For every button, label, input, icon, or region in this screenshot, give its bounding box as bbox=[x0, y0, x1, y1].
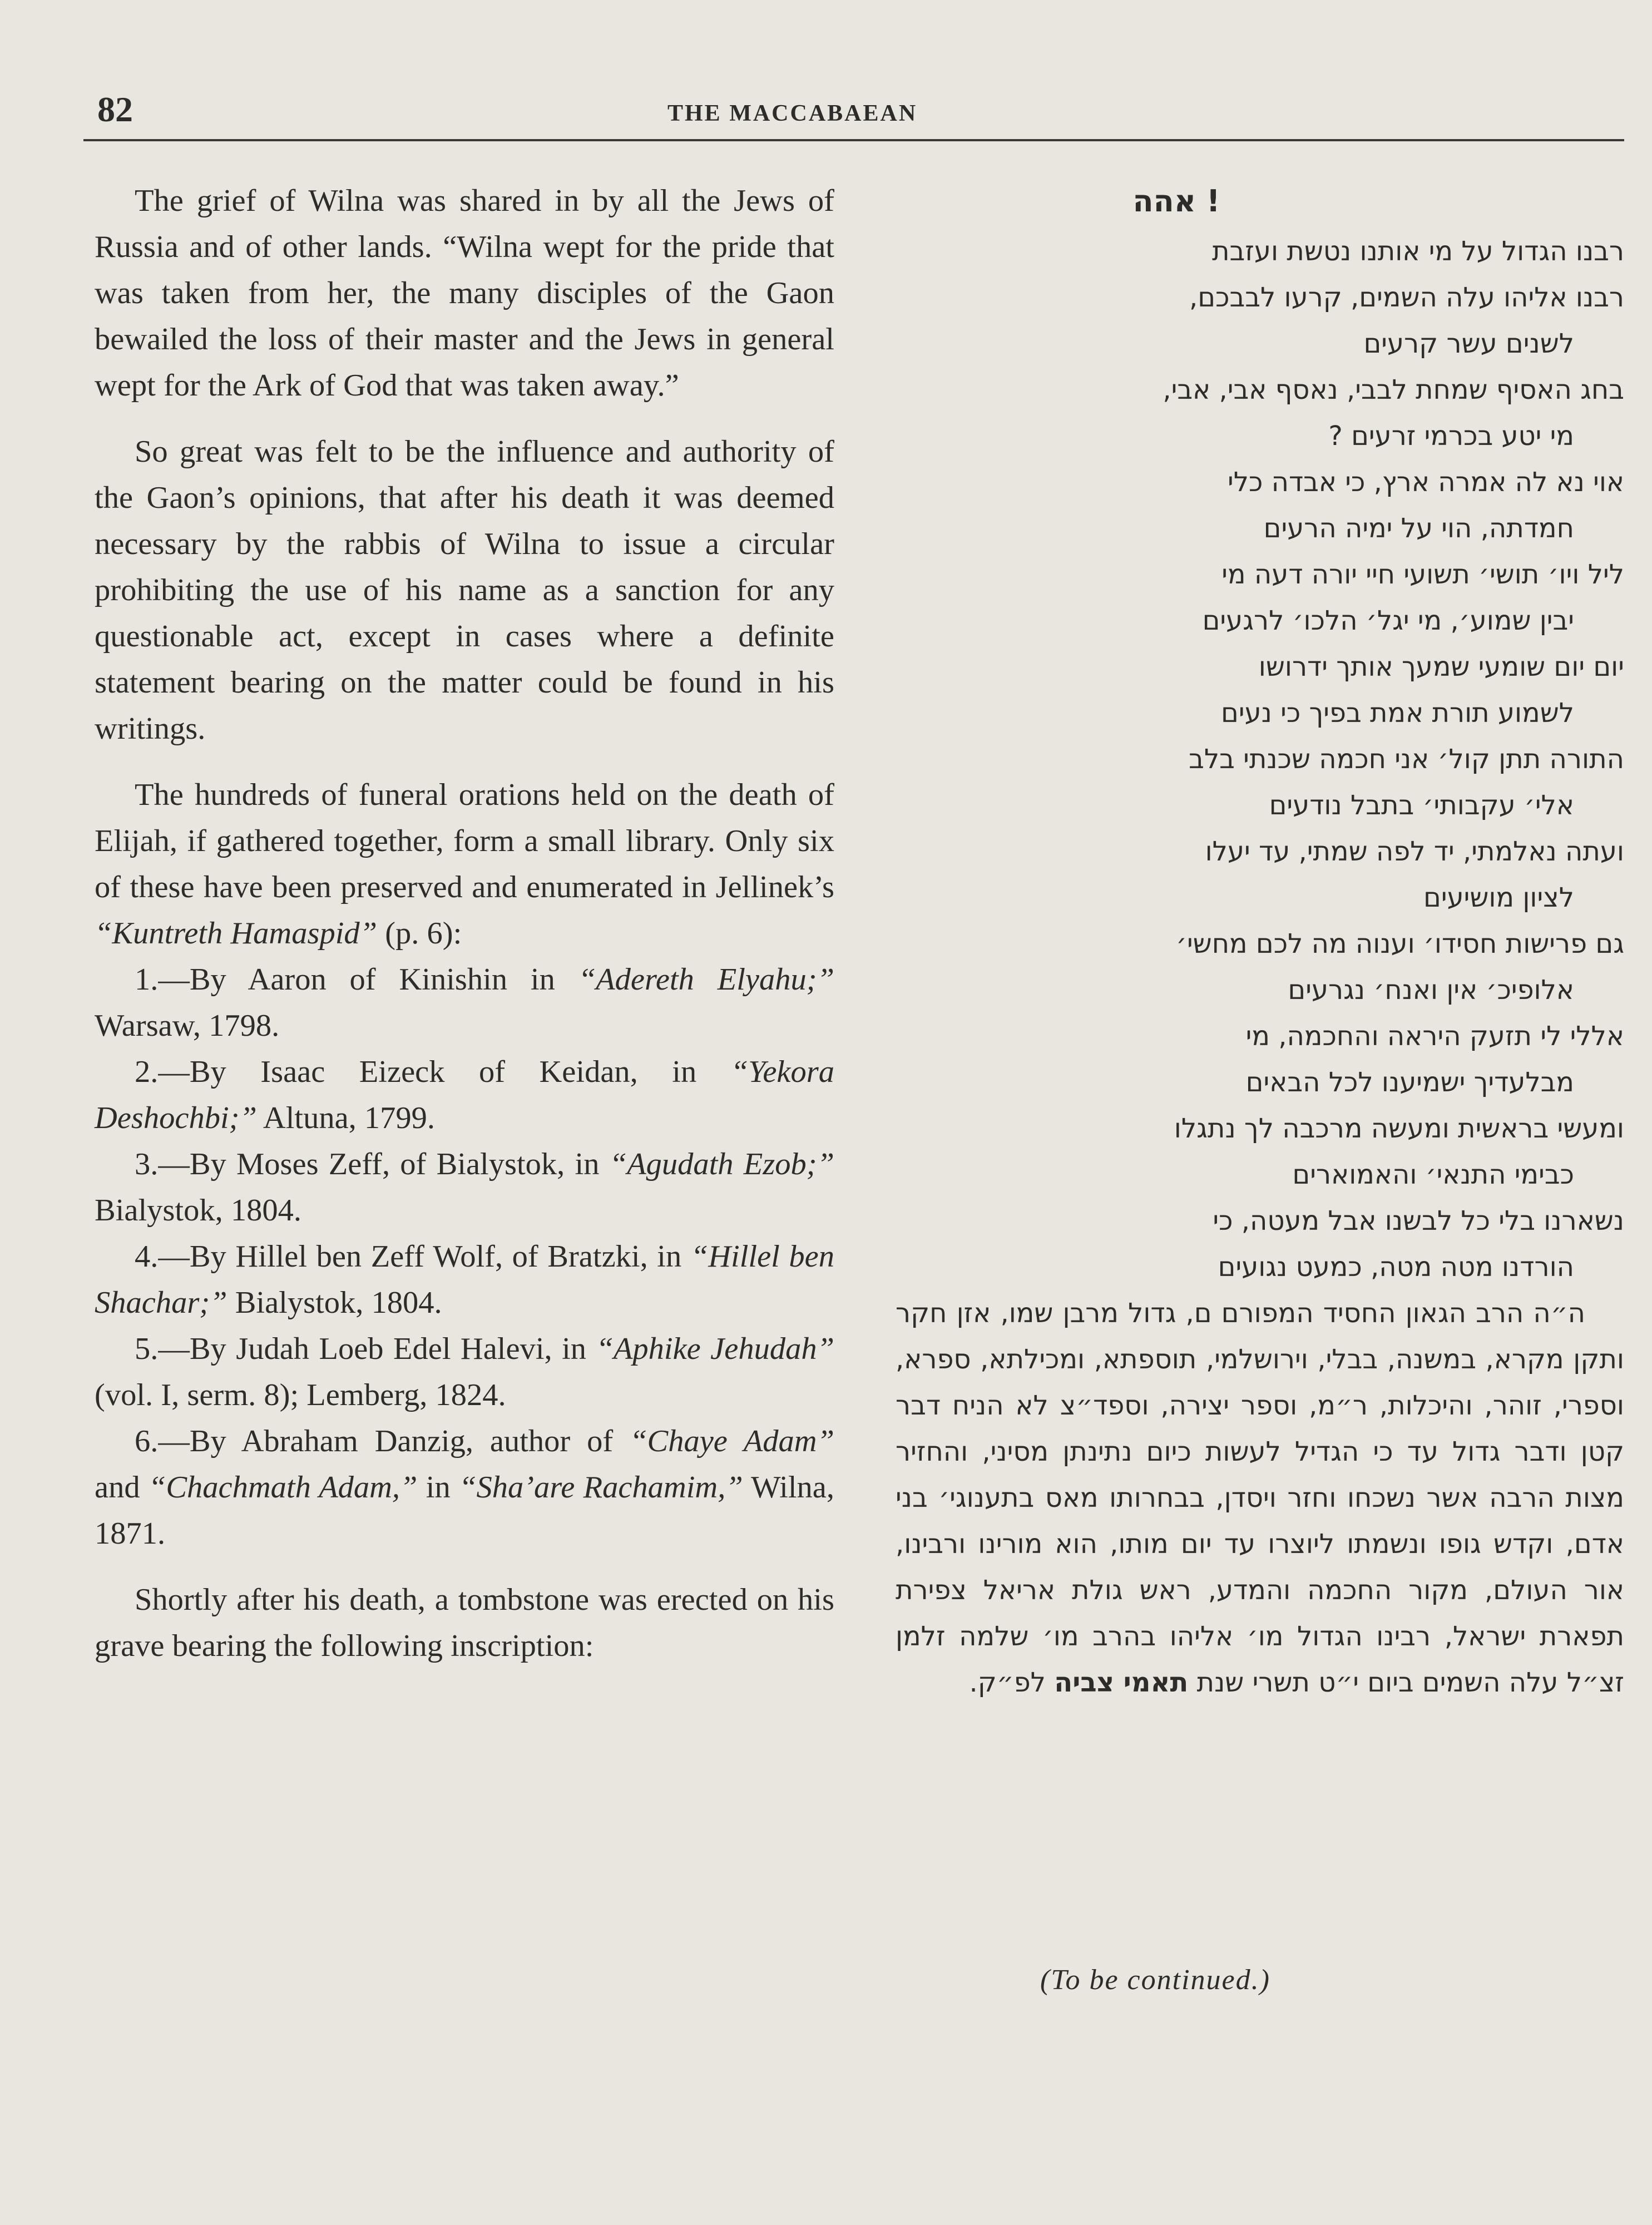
paragraph-influence: So great was felt to be the influence and authority of the Gaon’s opinions, that after his death it was deemed necessary by the rabbis of Wilna to issue a circular prohibiting the use of his name as a sanction for any questionable act, except in cases where a definite statement bearing on the matter could be found in his writings. bbox=[95, 434, 834, 746]
hebrew-column bbox=[896, 178, 1624, 1706]
to-be-continued: (To be continued.) bbox=[1040, 1964, 1270, 1996]
verse: גם פרישות חסידו׳ וענוה מה לכם מחשי׳ אלופיכ׳ אין ואנח׳ נגרעים bbox=[1176, 928, 1624, 1006]
paragraph-orations bbox=[95, 772, 834, 957]
orations-end: (p. 6): bbox=[377, 916, 462, 951]
paragraph-tombstone: Shortly after his death, a tombstone was erected on his grave bearing the following inscription: bbox=[95, 1583, 834, 1663]
orations-title: “Kuntreth Hamaspid” bbox=[95, 916, 378, 951]
page-number: 82 bbox=[97, 90, 133, 129]
list-item: 4.—By Hillel ben Zeff Wolf, of Bratzki, in “Hillel ben Shachar;” Bialystok, 1804. bbox=[95, 1239, 835, 1320]
paragraph-grief: The grief of Wilna was shared in by all the Jews of Russia and of other lands. “Wilna wept for the pride that was taken from her, the many disciples of the Gaon bewailed the loss of their master and the Jews in general wept for the Ark of God that was taken away.” bbox=[95, 184, 834, 403]
hebrew-heading: ! אהה bbox=[1132, 184, 1220, 219]
list-item: 5.—By Judah Loeb Edel Halevi, in “Aphike Jehudah” (vol. I, serm. 8); Lemberg, 1824. bbox=[95, 1332, 834, 1412]
epitaph-prose: ה״ה הרב הגאון החסיד המפורם ם, גדול מרבן שמו, אזן חקר ותקן מקרא, במשנה, בבלי, וירושלמי, תוספתא, ומכילתא, ספרא, וספרי, זוהר, והיכלות, ר״מ, וספר יצירה, וספד״צ לא הניח דבר קטן ודבר גדול עד כי הגדיל לעשות כיום נתינתן מסיני, והחזיר מצות הרבה אשר נשכחו וחזר ויסדן, בבחרותו מאס בתענוגי׳ בני אדם, וקדש גופו ונשמתו ליוצרו עד יום מותו, הוא מורינו ורבינו, אור העולם, מקור החכמה והמדע, ראש גולת אריאל צפירת תפארת ישראל, רבינו הגדול מו׳ אליהו בהרב מו׳ שלמה זלמן זצ״ל עלה השמים ביום י״ט תשרי שנת תאמי צביה לפ״ק. bbox=[896, 1298, 1624, 1698]
english-column bbox=[95, 178, 834, 1669]
verse: בחג האסיף שמחת לבבי, נאסף אבי, אבי, מי יטע בכרמי זרעים ? bbox=[1163, 374, 1624, 452]
verse: רבנו אליהו עלה השמים, קרעו לבבכם, לשנים עשר קרעים bbox=[1189, 282, 1624, 359]
epitaph-year: תאמי צביה bbox=[1054, 1667, 1189, 1698]
verse: אללי לי תזעק היראה והחכמה, מי מבלעדיך ישמיענו לכל הבאים bbox=[1245, 1021, 1624, 1098]
verse: אוי נא לה אמרה ארץ, כי אבדה כלי חמדתה, הוי על ימיה הרעים bbox=[1227, 467, 1624, 544]
verse: רבנו הגדול על מי אותנו נטשת ועזבת bbox=[1212, 236, 1624, 267]
list-item: 1.—By Aaron of Kinishin in “Adereth Elyahu;” Warsaw, 1798. bbox=[95, 962, 834, 1043]
verse: ועתה נאלמתי, יד לפה שמתי, עד יעלו לציון מושיעים bbox=[1205, 836, 1624, 913]
verse: התורה תתן קול׳ אני חכמה שכנתי בלב אלי׳ עקבותי׳ בתבל נודעים bbox=[1189, 744, 1624, 821]
verse: יום יום שומעי שמעך אותך ידרושו לשמוע תורת אמת בפיך כי נעים bbox=[1220, 651, 1624, 729]
header-rule bbox=[83, 139, 1624, 141]
verse: ליל ויו׳ תושי׳ תשועי חיי יורה דעה מי יבין שמוע׳, מי יגל׳ הלכו׳ לרגעים bbox=[1202, 559, 1624, 636]
verse: נשארנו בלי כל לבשנו אבל מעטה, כי הורדנו מטה מטה, כמעט נגועים bbox=[1213, 1205, 1624, 1283]
list-item: 6.—By Abraham Danzig, author of “Chaye Adam” and “Chachmath Adam,” in “Sha’are Rachamim,” Wilna, 1871. bbox=[95, 1424, 834, 1551]
verse: ומעשי בראשית ומעשה מרכבה לך נתגלו כבימי התנאי׳ והאמוארים bbox=[1174, 1113, 1624, 1190]
list-item: 2.—By Isaac Eizeck of Keidan, in “Yekora Deshochbi;” Altuna, 1799. bbox=[95, 1055, 834, 1135]
list-item: 3.—By Moses Zeff, of Bialystok, in “Agudath Ezob;” Bialystok, 1804. bbox=[95, 1147, 835, 1228]
orations-text: The hundreds of funeral orations held on the death of Elijah, if gathered together, form a small library. Only six of these have been preserved and enumerated in Jellinek’s bbox=[95, 778, 834, 904]
running-head: THE MACCABAEAN bbox=[667, 101, 918, 126]
